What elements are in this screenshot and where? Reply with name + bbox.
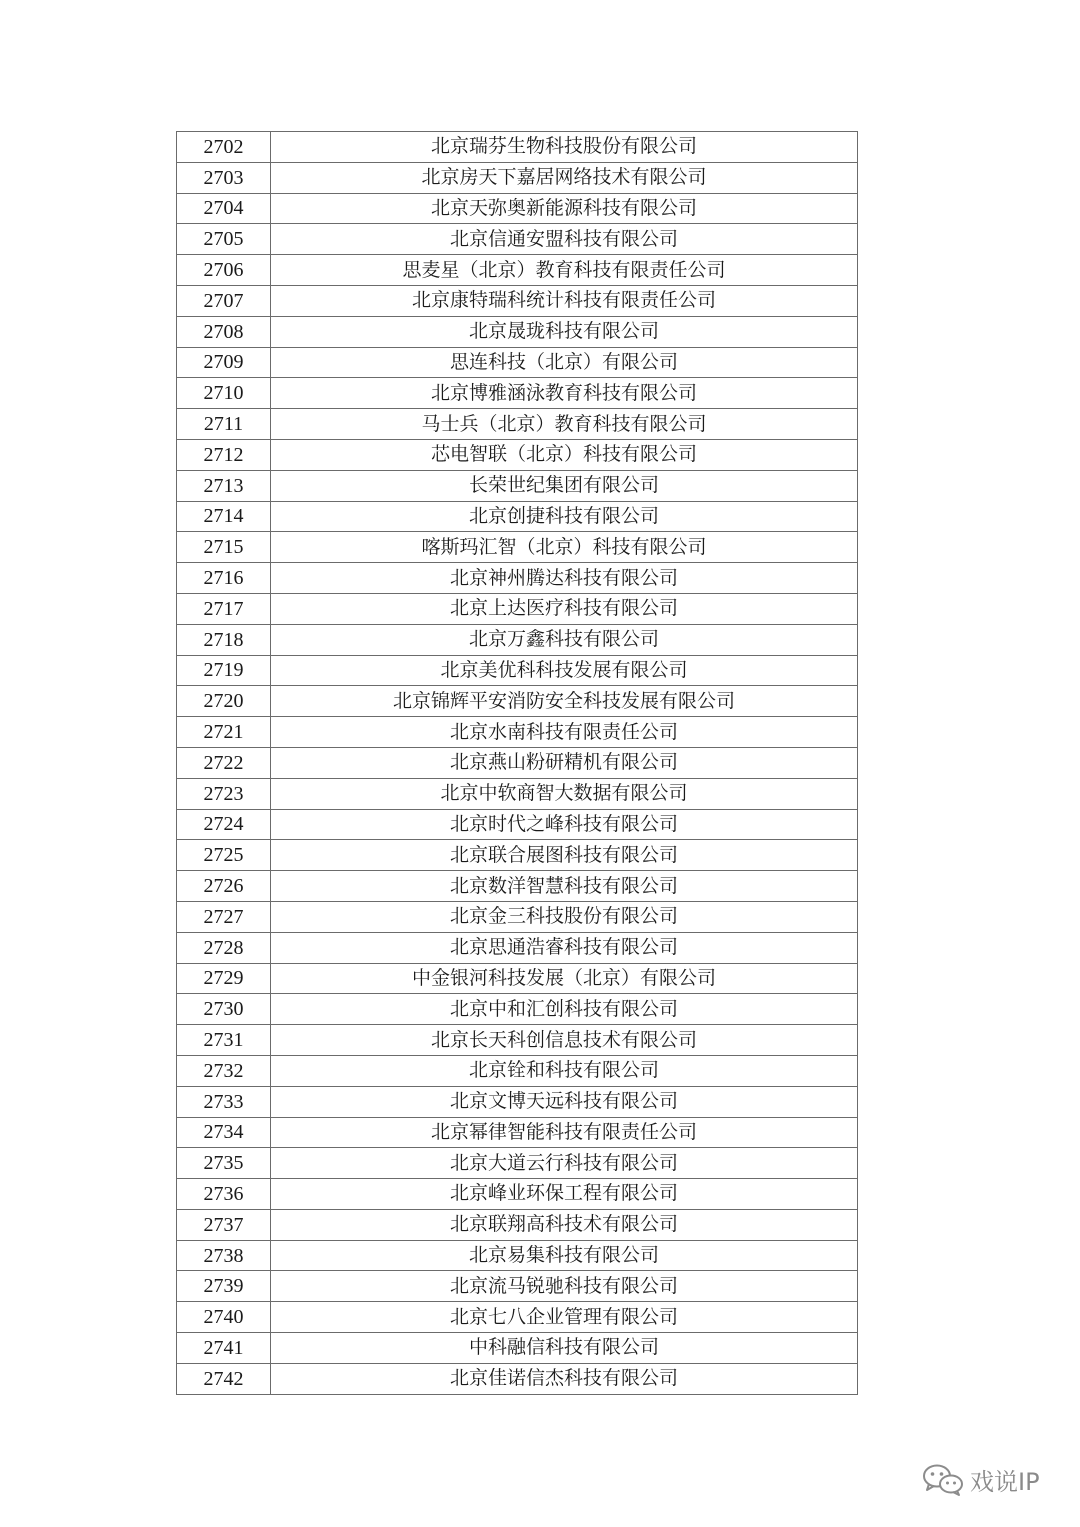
company-name: 北京七八企业管理有限公司	[271, 1302, 858, 1333]
row-number: 2719	[177, 655, 271, 686]
table-row	[177, 747, 858, 778]
company-name: 思连科技（北京）有限公司	[271, 347, 858, 378]
company-name: 喀斯玛汇智（北京）科技有限公司	[271, 532, 858, 563]
table-row	[177, 1025, 858, 1056]
table-row	[177, 501, 858, 532]
table-row	[177, 1086, 858, 1117]
company-name: 北京晟珑科技有限公司	[271, 316, 858, 347]
row-number: 2733	[177, 1086, 271, 1117]
company-name: 北京时代之峰科技有限公司	[271, 809, 858, 840]
company-name: 北京美优科科技发展有限公司	[271, 655, 858, 686]
table-row	[177, 717, 858, 748]
table-row	[177, 901, 858, 932]
row-number: 2711	[177, 409, 271, 440]
row-number: 2720	[177, 686, 271, 717]
table-row	[177, 1333, 858, 1364]
row-number: 2730	[177, 994, 271, 1025]
company-name: 北京燕山粉研精机有限公司	[271, 747, 858, 778]
table-row	[177, 1302, 858, 1333]
row-number: 2702	[177, 132, 271, 163]
table-row	[177, 994, 858, 1025]
company-name: 北京文博天远科技有限公司	[271, 1086, 858, 1117]
row-number: 2729	[177, 963, 271, 994]
table-row	[177, 1271, 858, 1302]
row-number: 2726	[177, 871, 271, 902]
row-number: 2715	[177, 532, 271, 563]
row-number: 2728	[177, 932, 271, 963]
company-name: 芯电智联（北京）科技有限公司	[271, 439, 858, 470]
table-row	[177, 162, 858, 193]
row-number: 2718	[177, 624, 271, 655]
company-name: 北京铨和科技有限公司	[271, 1055, 858, 1086]
row-number: 2713	[177, 470, 271, 501]
company-name: 北京中和汇创科技有限公司	[271, 994, 858, 1025]
row-number: 2721	[177, 717, 271, 748]
company-name: 北京长天科创信息技术有限公司	[271, 1025, 858, 1056]
row-number: 2704	[177, 193, 271, 224]
row-number: 2727	[177, 901, 271, 932]
company-list-table	[176, 131, 858, 1395]
table-row	[177, 1363, 858, 1394]
row-number: 2709	[177, 347, 271, 378]
row-number: 2717	[177, 593, 271, 624]
table-row	[177, 624, 858, 655]
watermark-text: 戏说IP	[970, 1468, 1040, 1496]
table-row	[177, 132, 858, 163]
table-row	[177, 409, 858, 440]
table-row	[177, 1240, 858, 1271]
table-row	[177, 1055, 858, 1086]
table-row	[177, 285, 858, 316]
row-number: 2737	[177, 1209, 271, 1240]
company-name: 北京上达医疗科技有限公司	[271, 593, 858, 624]
row-number: 2734	[177, 1117, 271, 1148]
table-row	[177, 871, 858, 902]
company-name: 北京锦辉平安消防安全科技发展有限公司	[271, 686, 858, 717]
company-name: 北京金三科技股份有限公司	[271, 901, 858, 932]
company-name: 思麦星（北京）教育科技有限责任公司	[271, 255, 858, 286]
table-row	[177, 193, 858, 224]
company-name: 北京联翔高科技术有限公司	[271, 1209, 858, 1240]
table-row	[177, 224, 858, 255]
company-name: 北京佳诺信杰科技有限公司	[271, 1363, 858, 1394]
company-name: 北京数洋智慧科技有限公司	[271, 871, 858, 902]
company-name: 北京流马锐驰科技有限公司	[271, 1271, 858, 1302]
table-row	[177, 563, 858, 594]
table-row	[177, 963, 858, 994]
row-number: 2732	[177, 1055, 271, 1086]
table-row	[177, 932, 858, 963]
row-number: 2708	[177, 316, 271, 347]
row-number: 2739	[177, 1271, 271, 1302]
row-number: 2714	[177, 501, 271, 532]
row-number: 2707	[177, 285, 271, 316]
table-row	[177, 593, 858, 624]
company-name: 北京天弥奥新能源科技有限公司	[271, 193, 858, 224]
company-name: 北京幂律智能科技有限责任公司	[271, 1117, 858, 1148]
table-row	[177, 532, 858, 563]
company-name: 北京易集科技有限公司	[271, 1240, 858, 1271]
wechat-icon	[922, 1463, 964, 1497]
row-number: 2742	[177, 1363, 271, 1394]
row-number: 2722	[177, 747, 271, 778]
company-name: 北京博雅涵泳教育科技有限公司	[271, 378, 858, 409]
watermark	[922, 1462, 1040, 1497]
table-row	[177, 378, 858, 409]
table-row	[177, 1209, 858, 1240]
company-name: 中科融信科技有限公司	[271, 1333, 858, 1364]
company-name: 北京大道云行科技有限公司	[271, 1148, 858, 1179]
row-number: 2716	[177, 563, 271, 594]
row-number: 2706	[177, 255, 271, 286]
row-number: 2712	[177, 439, 271, 470]
table-row	[177, 439, 858, 470]
company-name: 马士兵（北京）教育科技有限公司	[271, 409, 858, 440]
table-row	[177, 778, 858, 809]
company-name: 北京瑞芬生物科技股份有限公司	[271, 132, 858, 163]
company-name: 北京中软商智大数据有限公司	[271, 778, 858, 809]
company-name: 中金银河科技发展（北京）有限公司	[271, 963, 858, 994]
table-row	[177, 255, 858, 286]
table-row	[177, 1179, 858, 1210]
company-name: 北京峰业环保工程有限公司	[271, 1179, 858, 1210]
row-number: 2703	[177, 162, 271, 193]
row-number: 2741	[177, 1333, 271, 1364]
company-name: 北京房天下嘉居网络技术有限公司	[271, 162, 858, 193]
row-number: 2738	[177, 1240, 271, 1271]
row-number: 2724	[177, 809, 271, 840]
row-number: 2735	[177, 1148, 271, 1179]
row-number: 2723	[177, 778, 271, 809]
table-row	[177, 686, 858, 717]
row-number: 2725	[177, 840, 271, 871]
table-row	[177, 1148, 858, 1179]
row-number: 2705	[177, 224, 271, 255]
company-name: 长荣世纪集团有限公司	[271, 470, 858, 501]
company-name: 北京万鑫科技有限公司	[271, 624, 858, 655]
table-row	[177, 840, 858, 871]
table-row	[177, 470, 858, 501]
table-row	[177, 809, 858, 840]
table-row	[177, 316, 858, 347]
table-row	[177, 347, 858, 378]
company-list-body	[177, 132, 858, 1395]
table-row	[177, 655, 858, 686]
row-number: 2740	[177, 1302, 271, 1333]
company-name: 北京信通安盟科技有限公司	[271, 224, 858, 255]
company-name: 北京思通浩睿科技有限公司	[271, 932, 858, 963]
company-name: 北京水南科技有限责任公司	[271, 717, 858, 748]
row-number: 2710	[177, 378, 271, 409]
company-name: 北京康特瑞科统计科技有限责任公司	[271, 285, 858, 316]
row-number: 2731	[177, 1025, 271, 1056]
table-row	[177, 1117, 858, 1148]
company-name: 北京联合展图科技有限公司	[271, 840, 858, 871]
company-name: 北京创捷科技有限公司	[271, 501, 858, 532]
company-name: 北京神州腾达科技有限公司	[271, 563, 858, 594]
row-number: 2736	[177, 1179, 271, 1210]
